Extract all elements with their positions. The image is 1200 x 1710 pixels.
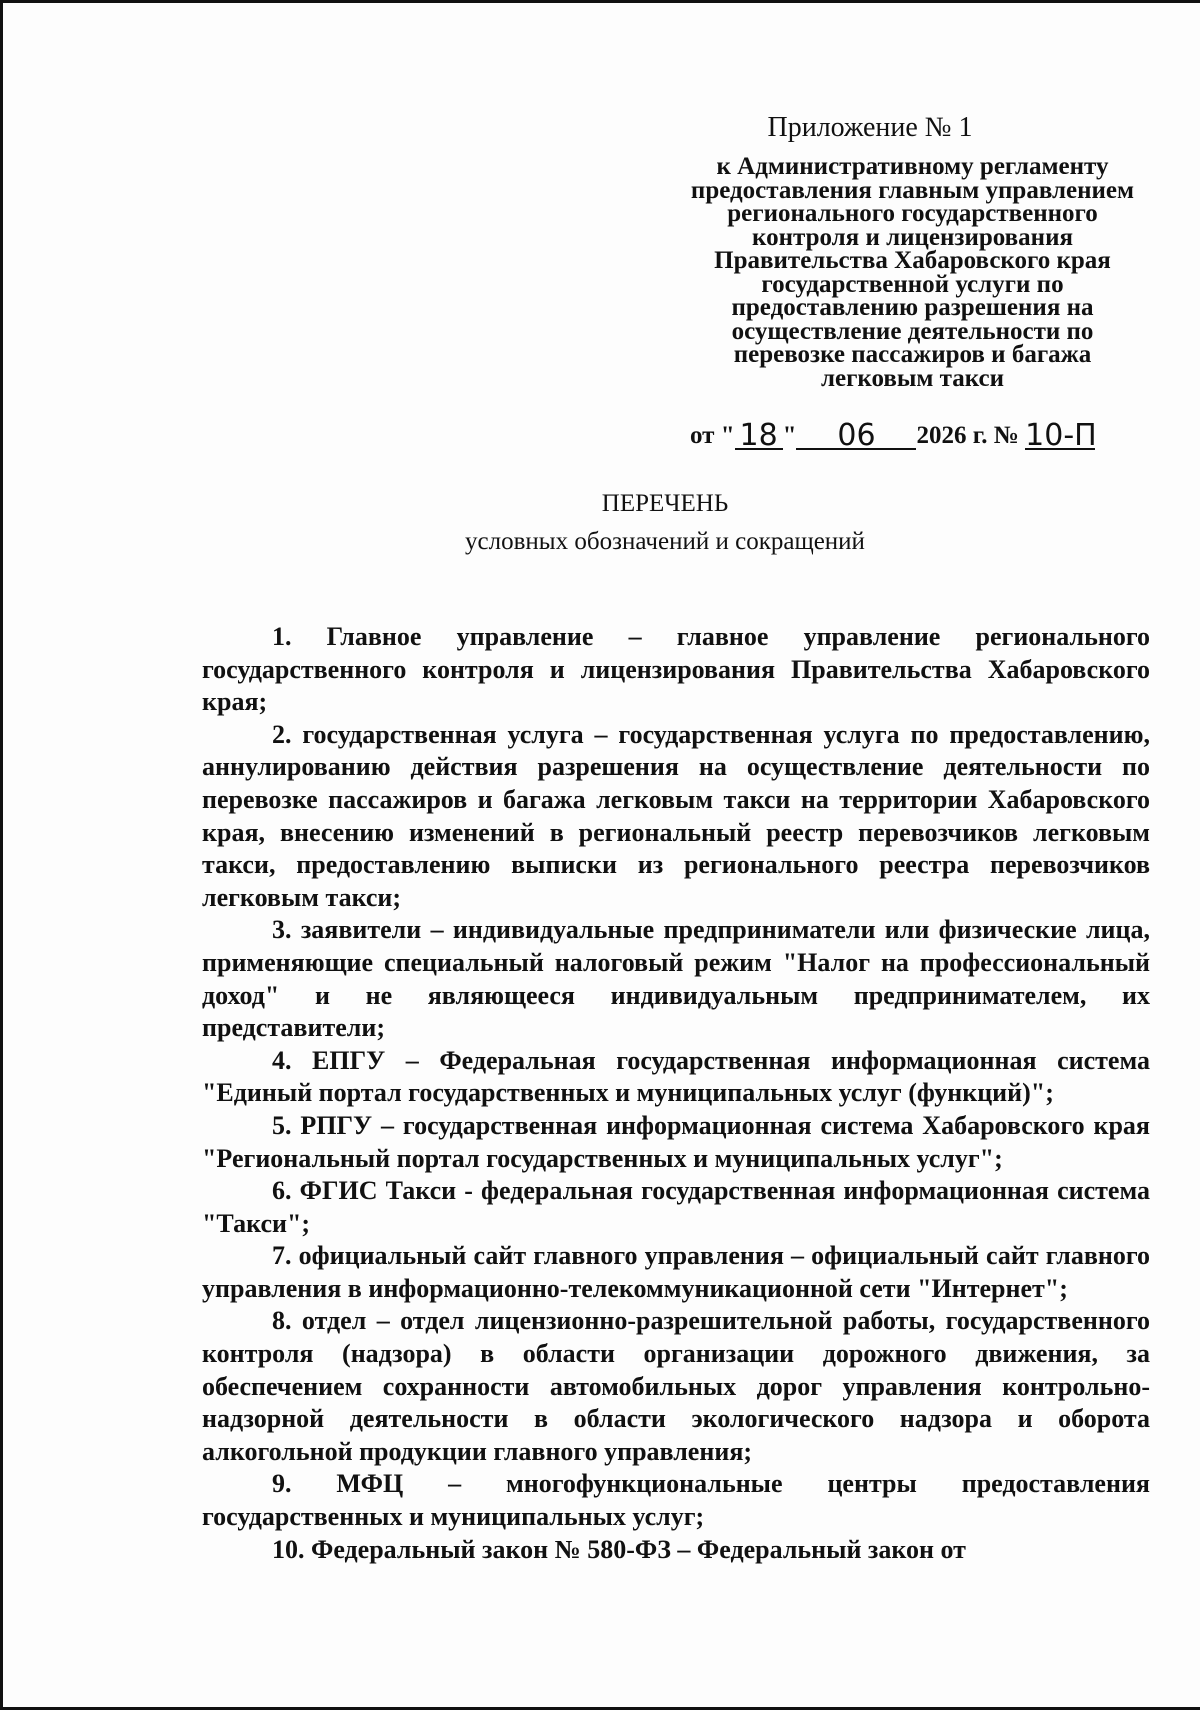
- appendix-line: государственной услуги по: [761, 270, 1064, 298]
- appendix-line: к Административному регламенту: [716, 153, 1109, 180]
- scan-edge-left: [0, 0, 3, 1710]
- appendix-line: перевозке пассажиров и багажа: [733, 341, 1092, 368]
- appendix-title: Приложение № 1: [767, 112, 973, 143]
- list-item: 6. ФГИС Такси - федеральная государственная информационная система "Такси";: [202, 1176, 1150, 1238]
- number-blank: [1025, 418, 1097, 453]
- list-item: 4. ЕПГУ – Федеральная государственная информационная система "Единый портал государственных и муниципальных услуг (функций)";: [202, 1045, 1150, 1108]
- appendix-line: осуществление деятельности по: [731, 317, 1094, 345]
- list-item: 7. официальный сайт главного управления – официальный сайт главного управления в информационно-телекоммуникационной сети "Интернет";: [202, 1241, 1150, 1303]
- month-blank: [796, 418, 916, 453]
- appendix-line: предоставления главным управлением: [690, 176, 1135, 204]
- day-handwritten: 18: [739, 418, 778, 453]
- scan-edge-top: [0, 0, 1200, 3]
- appendix-line: предоставлению разрешения на: [731, 294, 1094, 321]
- appendix-line: легковым такси: [820, 364, 1005, 392]
- date-prefix: от ": [690, 422, 735, 449]
- appendix-line: контроля и лицензирования: [752, 223, 1073, 251]
- appendix-line: Правительства Хабаровского края: [714, 247, 1111, 274]
- month-handwritten: 06: [837, 418, 876, 453]
- list-item: 3. заявители – индивидуальные предприниматели или физические лица, применяющие специальный налоговый режим "Налог на профессиональный доход" и не являющееся индивидуальным предпринимателем, их представители;: [202, 915, 1150, 1043]
- date-quote: ": [782, 422, 797, 449]
- list-title: ПЕРЕЧЕНЬ: [601, 490, 729, 517]
- document-date-line: [690, 418, 1170, 453]
- number-handwritten: 10-П: [1025, 418, 1097, 453]
- list-subtitle: условных обозначений и сокращений: [465, 528, 865, 555]
- abbreviation-list: [202, 621, 1150, 1566]
- list-item: 5. РПГУ – государственная информационная система Хабаровского края "Региональный портал государственных и муниципальных услуг";: [202, 1110, 1150, 1173]
- list-item: 9. МФЦ – многофункциональные центры предоставления государственных и муниципальных услуг;: [202, 1469, 1150, 1532]
- list-item: 8. отдел – отдел лицензионно-разрешительной работы, государственного контроля (надзора) в области организации дорожного движения, за обеспечением сохранности автомобильных дорог управления контрольно-надзорной деятельности в области экологического надзора и оборота алкогольной продукции главного управления;: [202, 1306, 1150, 1466]
- list-item: 10. Федеральный закон № 580-ФЗ – Федеральный закон от: [272, 1534, 966, 1564]
- day-blank: [735, 418, 783, 453]
- list-item: 2. государственная услуга – государственная услуга по предоставлению, аннулированию действия разрешения на осуществление деятельности по перевозке пассажиров и багажа легковым такси на территории Хабаровского края, внесению изменений в региональный реестр перевозчиков легковым такси, предоставлению выписки из регионального реестра перевозчиков легковым такси;: [202, 719, 1150, 912]
- appendix-line: регионального государственного: [727, 200, 1098, 227]
- year-label: 2026 г. №: [916, 422, 1019, 449]
- list-item: 1. Главное управление – главное управление регионального государственного контроля и лицензирования Правительства Хабаровского края;: [202, 622, 1150, 717]
- appendix-caption: [660, 155, 1165, 390]
